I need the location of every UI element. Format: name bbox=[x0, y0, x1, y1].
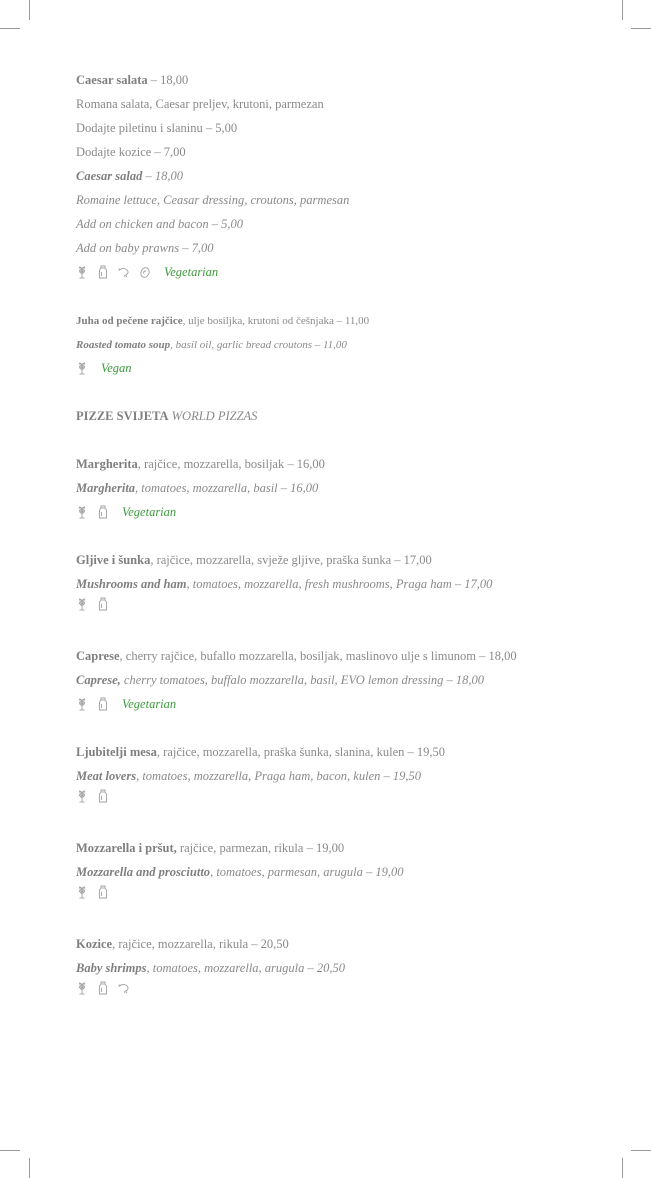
crop-mark bbox=[631, 1150, 651, 1151]
pizza-title-hr: Kozice, rajčice, mozzarella, rikula – 20,50 bbox=[76, 937, 289, 951]
wheat-icon bbox=[76, 505, 88, 519]
milk-icon bbox=[97, 885, 109, 899]
wheat-icon bbox=[76, 885, 88, 899]
shrimp-icon bbox=[118, 265, 130, 279]
allergen-icons bbox=[76, 360, 132, 376]
pizza-title-en: Caprese, cherry tomatoes, buffalo mozzarella, basil, EVO lemon dressing – 18,00 bbox=[76, 673, 485, 687]
crop-mark bbox=[622, 1158, 623, 1178]
caesar-desc-hr: Romana salata, Caesar preljev, krutoni, parmezan bbox=[76, 97, 324, 111]
allergen-icons bbox=[76, 788, 109, 804]
diet-label: Vegetarian bbox=[122, 696, 177, 711]
crop-mark bbox=[29, 1158, 30, 1178]
caesar-title-en: Caesar salad – 18,00 bbox=[76, 169, 183, 183]
caesar-addon-en: Add on chicken and bacon – 5,00 bbox=[76, 217, 243, 231]
caesar-title-hr: Caesar salata – 18,00 bbox=[76, 73, 189, 87]
milk-icon bbox=[97, 981, 109, 995]
pizza-title-hr: Ljubitelji mesa, rajčice, mozzarella, praška šunka, slanina, kulen – 19,50 bbox=[76, 745, 445, 759]
allergen-icons bbox=[76, 504, 176, 520]
caesar-addon-en: Add on baby prawns – 7,00 bbox=[76, 241, 214, 255]
wheat-icon bbox=[76, 981, 88, 995]
section-heading: PIZZE SVIJETA WORLD PIZZAS bbox=[76, 409, 258, 423]
crop-mark bbox=[0, 1150, 20, 1151]
soup-title-en: Roasted tomato soup, basil oil, garlic bread croutons – 11,00 bbox=[76, 339, 347, 351]
allergen-icons bbox=[76, 980, 130, 996]
wheat-icon bbox=[76, 697, 88, 711]
crop-mark bbox=[631, 28, 651, 29]
crop-mark bbox=[0, 28, 20, 29]
caesar-addon-hr: Dodajte kozice – 7,00 bbox=[76, 145, 186, 159]
pizza-title-en: Baby shrimps, tomatoes, mozzarella, arugula – 20,50 bbox=[76, 961, 346, 975]
diet-label: Vegetarian bbox=[122, 504, 177, 519]
milk-icon bbox=[97, 505, 109, 519]
milk-icon bbox=[97, 697, 109, 711]
pizza-title-en: Meat lovers, tomatoes, mozzarella, Praga ham, bacon, kulen – 19,50 bbox=[76, 769, 421, 783]
shrimp-icon bbox=[118, 981, 130, 995]
allergen-icons bbox=[76, 696, 176, 712]
diet-label: Vegetarian bbox=[164, 264, 219, 279]
soup-title-hr: Juha od pečene rajčice, ulje bosiljka, krutoni od češnjaka – 11,00 bbox=[76, 315, 370, 327]
pizza-title-hr: Mozzarella i pršut, rajčice, parmezan, rikula – 19,00 bbox=[76, 841, 345, 855]
milk-icon bbox=[97, 265, 109, 279]
allergen-icons bbox=[76, 884, 109, 900]
pizza-title-en: Mozzarella and prosciutto, tomatoes, parmesan, arugula – 19,00 bbox=[76, 865, 404, 879]
caesar-desc-en: Romaine lettuce, Ceasar dressing, croutons, parmesan bbox=[76, 193, 350, 207]
pizza-title-en: Margherita, tomatoes, mozzarella, basil – 16,00 bbox=[76, 481, 319, 495]
crop-mark bbox=[29, 0, 30, 20]
wheat-icon bbox=[76, 361, 88, 375]
caesar-addon-hr: Dodajte piletinu i slaninu – 5,00 bbox=[76, 121, 238, 135]
milk-icon bbox=[97, 597, 109, 611]
wheat-icon bbox=[76, 789, 88, 803]
diet-label: Vegan bbox=[101, 360, 132, 375]
pizza-title-hr: Gljive i šunka, rajčice, mozzarella, svježe gljive, praška šunka – 17,00 bbox=[76, 553, 432, 567]
allergen-icons bbox=[76, 596, 109, 612]
crop-mark bbox=[622, 0, 623, 20]
egg-icon bbox=[139, 265, 151, 279]
pizza-title-hr: Margherita, rajčice, mozzarella, bosiljak – 16,00 bbox=[76, 457, 325, 471]
pizza-title-en: Mushrooms and ham, tomatoes, mozzarella, fresh mushrooms, Praga ham – 17,00 bbox=[76, 577, 493, 591]
milk-icon bbox=[97, 789, 109, 803]
allergen-icons bbox=[76, 264, 218, 280]
wheat-icon bbox=[76, 265, 88, 279]
pizza-title-hr: Caprese, cherry rajčice, bufallo mozzarella, bosiljak, maslinovo ulje s limunom – 18,00 bbox=[76, 649, 517, 663]
wheat-icon bbox=[76, 597, 88, 611]
